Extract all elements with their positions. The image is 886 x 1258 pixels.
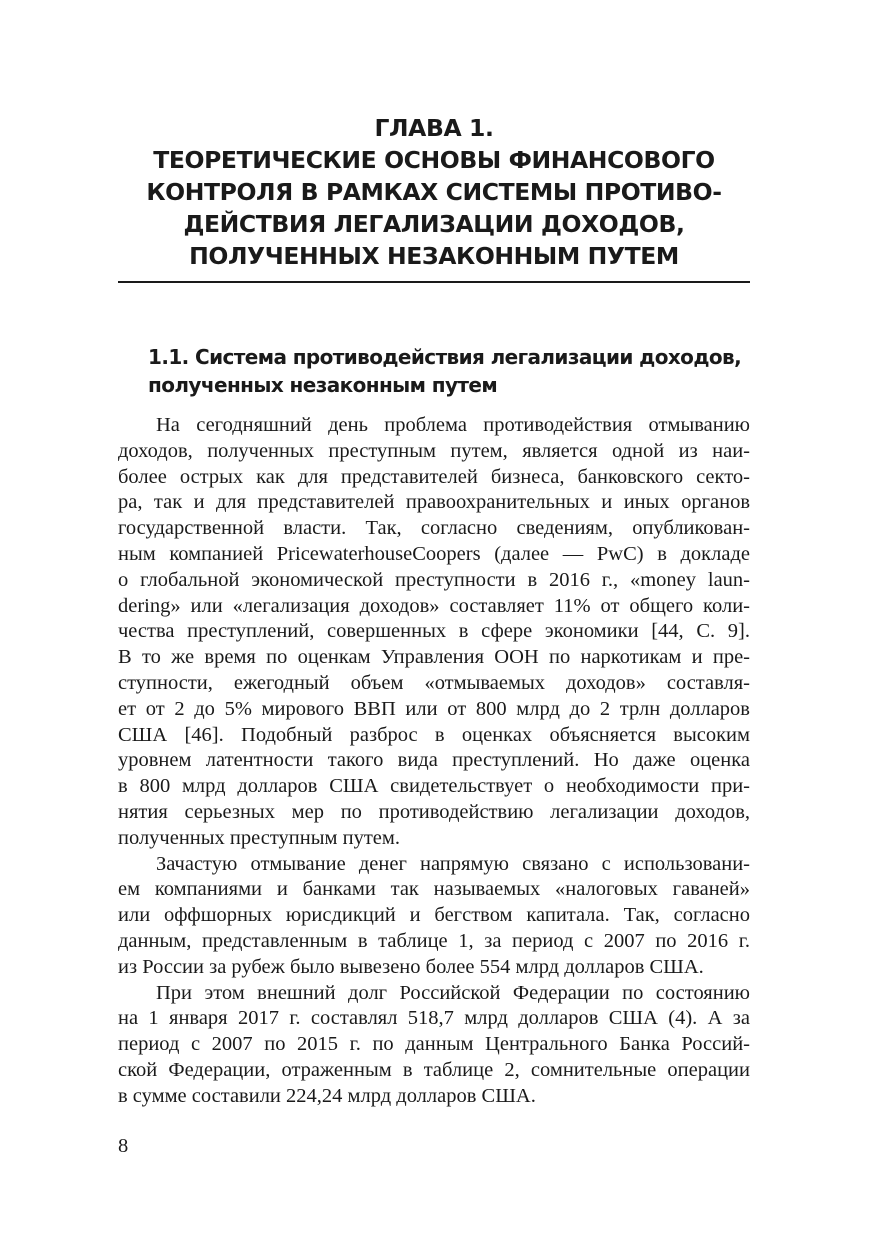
text-line: о глобальной экономической преступности в 2016 г., «money laun- <box>118 568 750 591</box>
chapter-divider-rule <box>118 281 750 283</box>
body-text <box>118 413 750 1110</box>
paragraph <box>118 413 750 852</box>
paragraph <box>118 981 750 1110</box>
text-line: в 800 млрд долларов США свидетельствует о необходимости при- <box>118 775 750 798</box>
text-line: или оффшорных юрисдикций и бегством капитала. Так, согласно <box>118 904 750 927</box>
text-line: ет от 2 до 5% мирового ВВП или от 800 млрд до 2 трлн долларов <box>118 697 750 720</box>
text-line: На сегодняшний день проблема противодействия отмыванию <box>156 414 750 436</box>
text-line: в сумме составили 224,24 млрд долларов США. <box>118 1084 536 1107</box>
paragraph <box>118 852 750 981</box>
text-line: более острых как для представителей бизнеса, банковского секто- <box>118 465 750 488</box>
text-line: нятия серьезных мер по противодействию легализации доходов, <box>118 800 750 823</box>
text-line: В то же время по оценкам Управления ООН по наркотикам и пре- <box>118 646 750 669</box>
text-line: уровнем латентности такого вида преступлений. Но даже оценка <box>118 749 750 772</box>
text-line: из России за рубеж было вывезено более 554 млрд долларов США. <box>118 955 704 978</box>
text-line: период с 2007 по 2015 г. по данным Центрального Банка Россий- <box>118 1033 750 1056</box>
text-line: ным компанией PricewaterhouseCoopers (далее — PwC) в докладе <box>118 542 750 565</box>
text-line: ступности, ежегодный объем «отмываемых доходов» составля- <box>118 671 750 694</box>
chapter-heading-line: ТЕОРЕТИЧЕСКИЕ ОСНОВЫ ФИНАНСОВОГО <box>153 146 715 174</box>
section-heading-line: полученных незаконным путем <box>148 373 498 397</box>
text-line: Зачастую отмывание денег напрямую связано с использовани- <box>156 852 750 875</box>
chapter-heading-line: ГЛАВА 1. <box>374 114 494 142</box>
text-line: государственной власти. Так, согласно сведениям, опубликован- <box>118 517 750 540</box>
text-line: полученных преступным путем. <box>118 826 400 849</box>
text-line: ра, так и для представителей правоохранительных и иных органов <box>118 491 750 514</box>
text-line: США [46]. Подобный разброс в оценках объясняется высоким <box>118 723 750 746</box>
page-number: 8 <box>118 1135 129 1157</box>
text-line: данным, представленным в таблице 1, за период с 2007 по 2016 г. <box>118 929 750 952</box>
text-line: ем компаниями и банками так называемых «налоговых гаваней» <box>118 878 750 901</box>
text-line: чества преступлений, совершенных в сфере экономики [44, С. 9]. <box>118 620 750 643</box>
chapter-heading-line: ПОЛУЧЕННЫХ НЕЗАКОННЫМ ПУТЕМ <box>189 242 679 270</box>
section-heading <box>148 343 750 399</box>
section-heading-line: 1.1. Система противодействия легализации доходов, <box>148 345 742 369</box>
text-line: доходов, полученных преступным путем, является одной из наи- <box>118 439 750 462</box>
text-line: dering» или «легализация доходов» составляет 11% от общего коли- <box>118 594 750 617</box>
text-line: на 1 января 2017 г. составлял 518,7 млрд долларов США (4). А за <box>118 1007 750 1030</box>
text-line: При этом внешний долг Российской Федерации по состоянию <box>156 981 750 1004</box>
text-line: ской Федерации, отраженным в таблице 2, сомнительные операции <box>118 1058 750 1081</box>
chapter-heading-line: КОНТРОЛЯ В РАМКАХ СИСТЕМЫ ПРОТИВО- <box>146 178 722 206</box>
chapter-heading-line: ДЕЙСТВИЯ ЛЕГАЛИЗАЦИИ ДОХОДОВ, <box>183 210 685 238</box>
chapter-heading <box>118 112 750 272</box>
